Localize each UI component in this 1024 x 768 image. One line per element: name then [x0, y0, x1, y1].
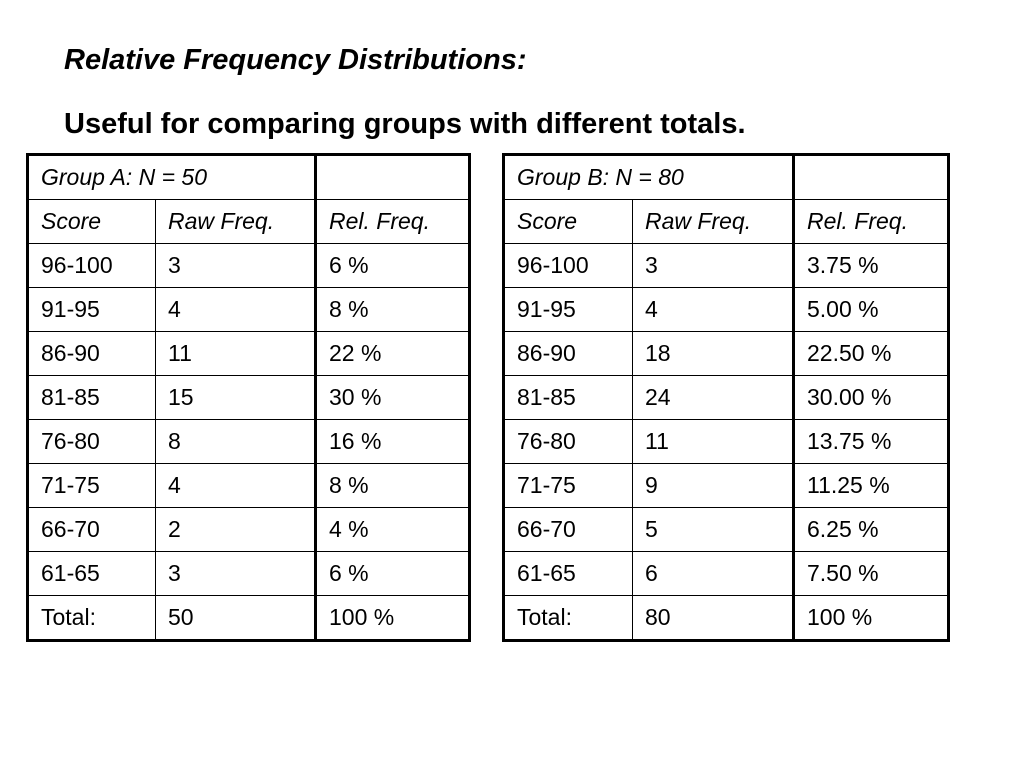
table-total-row	[28, 596, 470, 641]
header-raw-freq: Raw Freq.	[156, 200, 316, 244]
raw-freq-cell: 4	[156, 288, 316, 332]
rel-freq-cell: 6.25 %	[794, 508, 949, 552]
rel-freq-cell: 11.25 %	[794, 464, 949, 508]
score-cell: 76-80	[504, 420, 633, 464]
rel-freq-cell: 16 %	[316, 420, 470, 464]
rel-freq-cell: 30 %	[316, 376, 470, 420]
table-title-row	[504, 155, 949, 200]
raw-freq-cell: 24	[633, 376, 794, 420]
group-label: Group B: N = 80	[504, 155, 794, 200]
score-cell: 81-85	[504, 376, 633, 420]
rel-freq-cell: 6 %	[316, 244, 470, 288]
table-total-row	[504, 596, 949, 641]
rel-freq-cell: 22.50 %	[794, 332, 949, 376]
header-rel-freq: Rel. Freq.	[316, 200, 470, 244]
score-cell: 81-85	[28, 376, 156, 420]
raw-freq-cell: 9	[633, 464, 794, 508]
score-cell: 96-100	[28, 244, 156, 288]
raw-freq-cell: 2	[156, 508, 316, 552]
score-cell: 76-80	[28, 420, 156, 464]
raw-freq-cell: 5	[633, 508, 794, 552]
total-rel-freq-cell: 100 %	[794, 596, 949, 641]
score-cell: 61-65	[504, 552, 633, 596]
empty-cell	[794, 155, 949, 200]
score-cell: 66-70	[28, 508, 156, 552]
raw-freq-cell: 3	[156, 552, 316, 596]
rel-freq-cell: 22 %	[316, 332, 470, 376]
score-cell: 86-90	[28, 332, 156, 376]
table-row	[504, 552, 949, 596]
raw-freq-cell: 4	[156, 464, 316, 508]
slide-title: Relative Frequency Distributions:	[64, 44, 527, 76]
raw-freq-cell: 3	[633, 244, 794, 288]
rel-freq-cell: 6 %	[316, 552, 470, 596]
rel-freq-cell: 3.75 %	[794, 244, 949, 288]
header-score: Score	[504, 200, 633, 244]
score-cell: 71-75	[504, 464, 633, 508]
rel-freq-cell: 8 %	[316, 288, 470, 332]
table-header-row	[504, 200, 949, 244]
score-cell: 66-70	[504, 508, 633, 552]
total-raw-freq-cell: 80	[633, 596, 794, 641]
table-row	[28, 464, 470, 508]
table-row	[28, 288, 470, 332]
raw-freq-cell: 8	[156, 420, 316, 464]
table-row	[504, 332, 949, 376]
table-row	[504, 244, 949, 288]
score-cell: 86-90	[504, 332, 633, 376]
table-row	[504, 420, 949, 464]
score-cell: 71-75	[28, 464, 156, 508]
header-rel-freq: Rel. Freq.	[794, 200, 949, 244]
total-label-cell: Total:	[504, 596, 633, 641]
score-cell: 91-95	[504, 288, 633, 332]
header-score: Score	[28, 200, 156, 244]
table-row	[28, 508, 470, 552]
total-raw-freq-cell: 50	[156, 596, 316, 641]
table-row	[28, 552, 470, 596]
table-title-row	[28, 155, 470, 200]
table-row	[28, 420, 470, 464]
rel-freq-cell: 7.50 %	[794, 552, 949, 596]
rel-freq-cell: 4 %	[316, 508, 470, 552]
raw-freq-cell: 6	[633, 552, 794, 596]
empty-cell	[316, 155, 470, 200]
score-cell: 91-95	[28, 288, 156, 332]
rel-freq-cell: 13.75 %	[794, 420, 949, 464]
raw-freq-cell: 4	[633, 288, 794, 332]
table-row	[504, 376, 949, 420]
raw-freq-cell: 3	[156, 244, 316, 288]
table-row	[504, 464, 949, 508]
raw-freq-cell: 18	[633, 332, 794, 376]
score-cell: 96-100	[504, 244, 633, 288]
table-row	[28, 332, 470, 376]
raw-freq-cell: 11	[156, 332, 316, 376]
total-rel-freq-cell: 100 %	[316, 596, 470, 641]
rel-freq-cell: 30.00 %	[794, 376, 949, 420]
table-row	[504, 288, 949, 332]
score-cell: 61-65	[28, 552, 156, 596]
total-label-cell: Total:	[28, 596, 156, 641]
group-a-frequency-table	[26, 153, 471, 642]
rel-freq-cell: 8 %	[316, 464, 470, 508]
rel-freq-cell: 5.00 %	[794, 288, 949, 332]
group-label: Group A: N = 50	[28, 155, 316, 200]
table-row	[28, 244, 470, 288]
header-raw-freq: Raw Freq.	[633, 200, 794, 244]
raw-freq-cell: 11	[633, 420, 794, 464]
group-b-frequency-table	[502, 153, 950, 642]
slide-subtitle: Useful for comparing groups with different totals.	[64, 108, 746, 140]
table-header-row	[28, 200, 470, 244]
raw-freq-cell: 15	[156, 376, 316, 420]
table-row	[28, 376, 470, 420]
table-row	[504, 508, 949, 552]
